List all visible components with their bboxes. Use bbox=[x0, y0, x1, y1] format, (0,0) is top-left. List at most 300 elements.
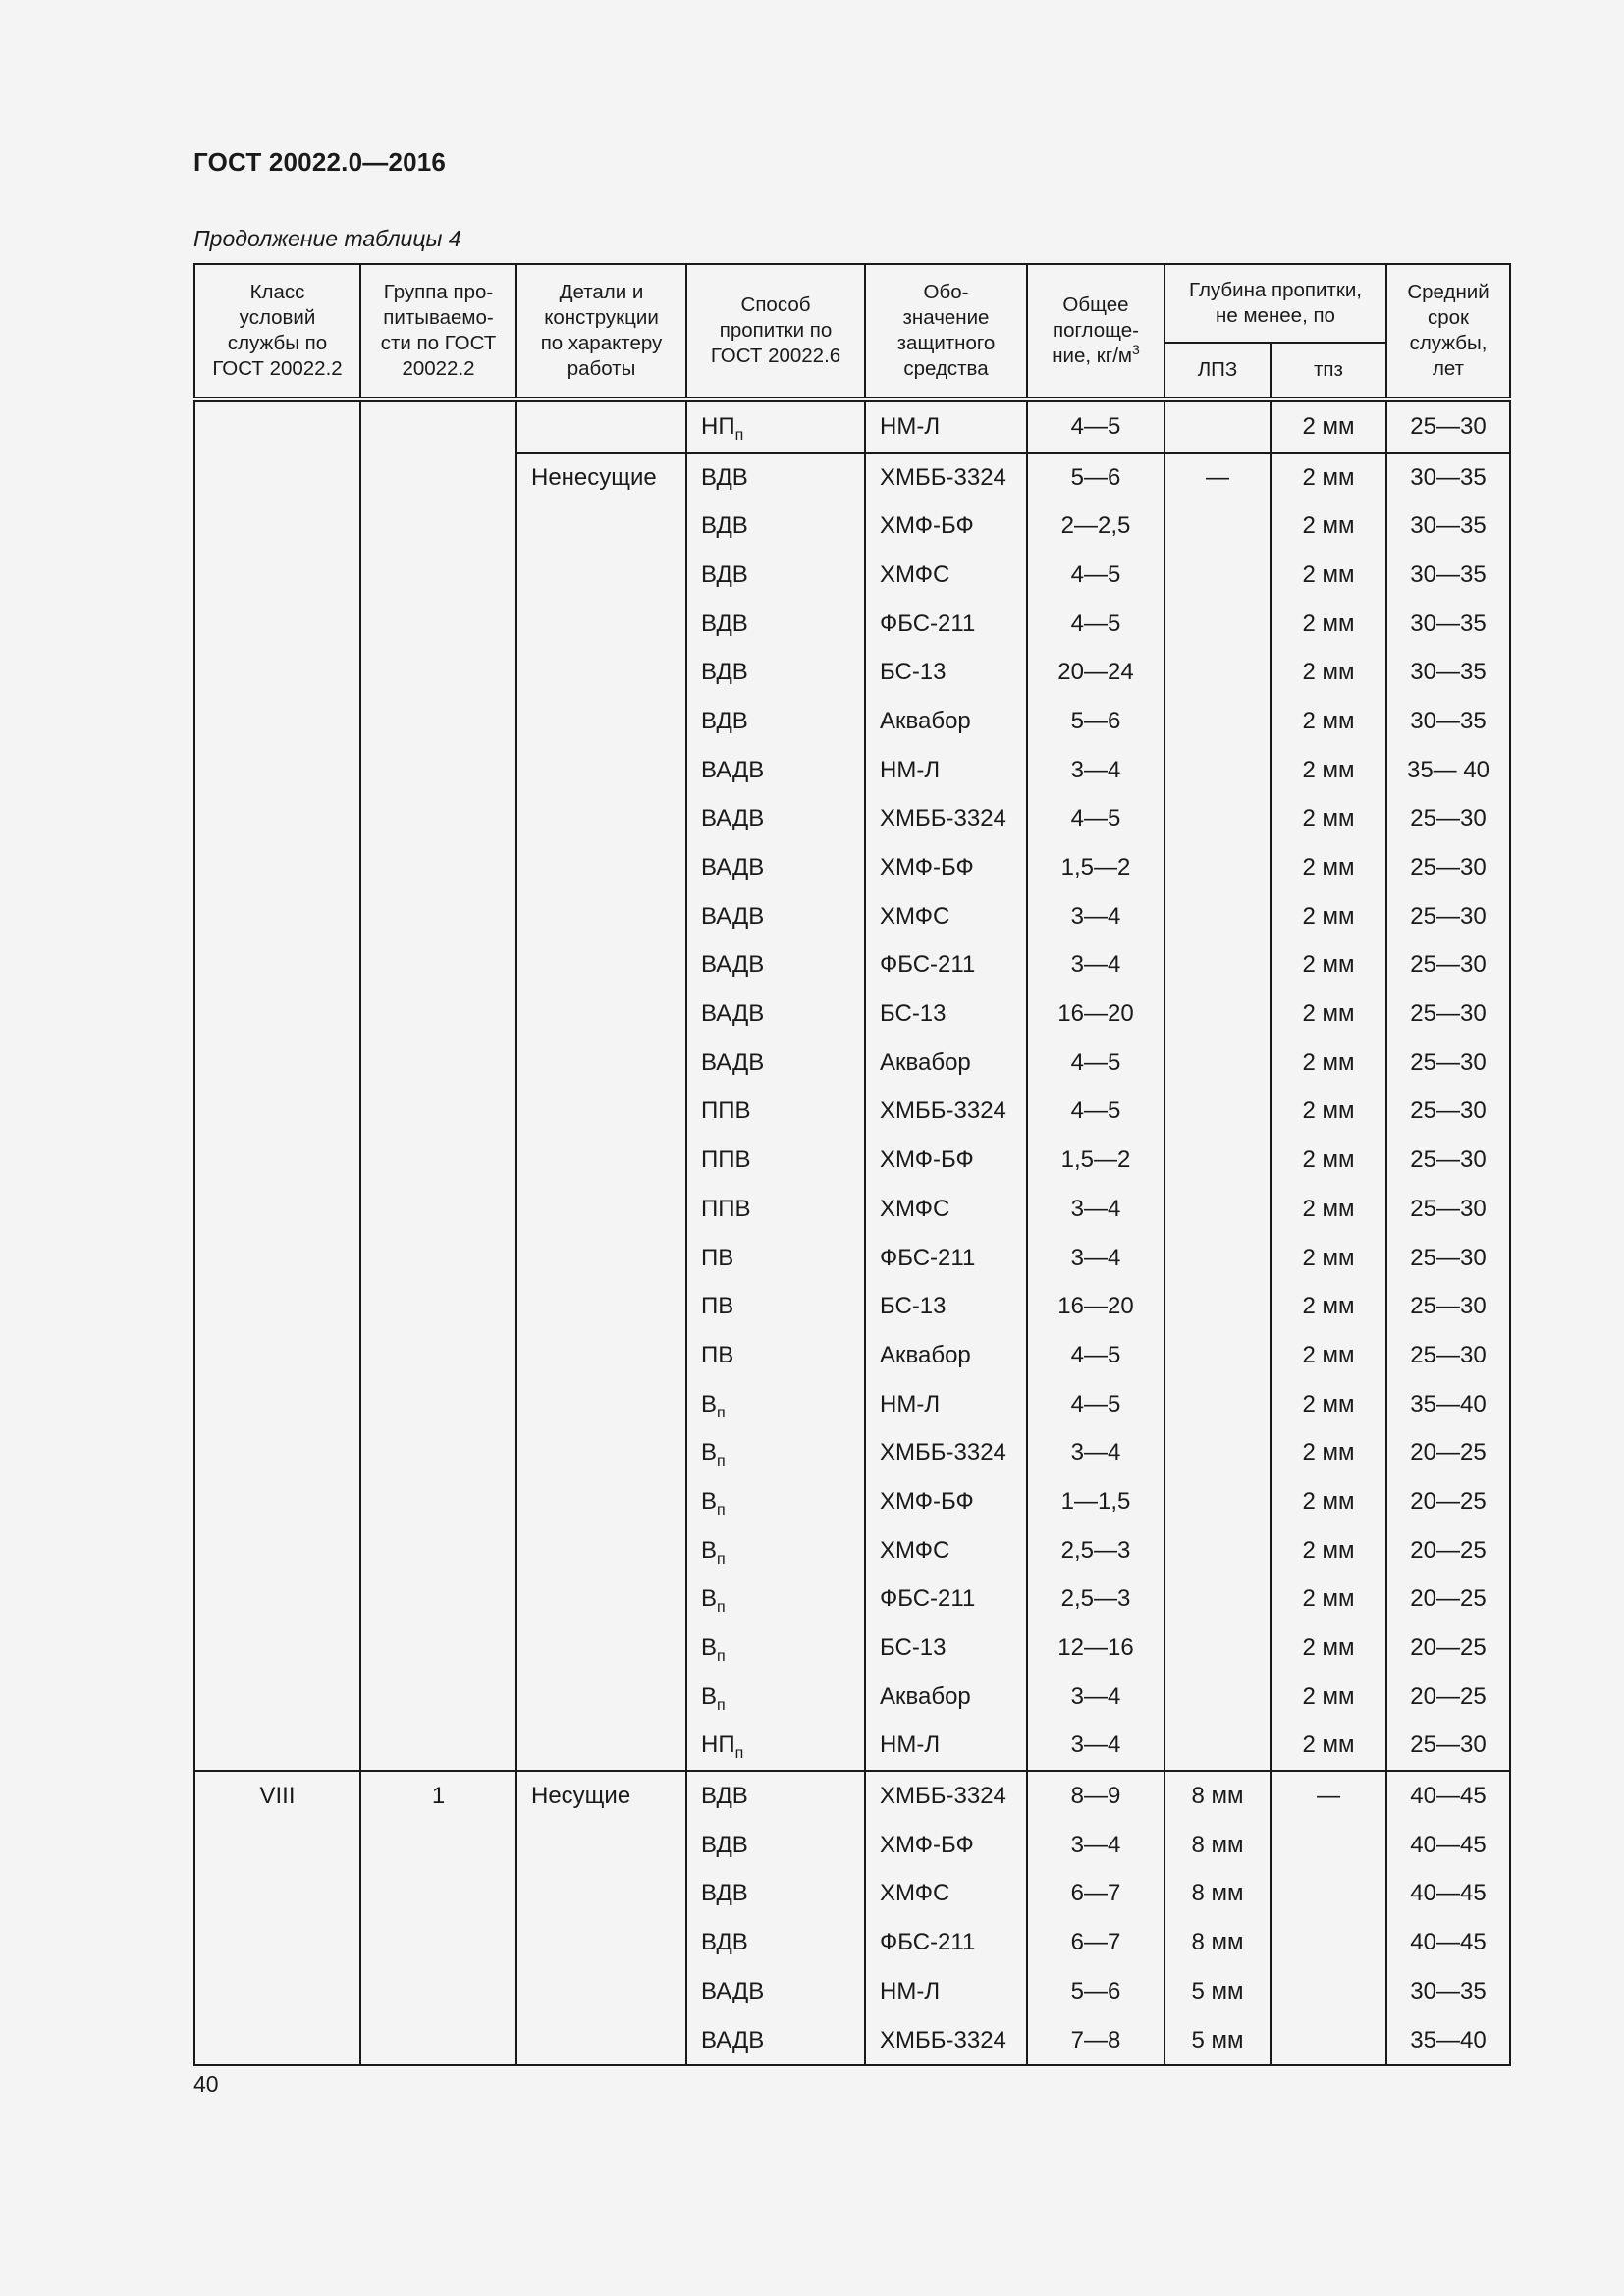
cell-absorption: 4—5 bbox=[1027, 1331, 1164, 1380]
table-row bbox=[194, 843, 1510, 892]
cell-service-class bbox=[194, 843, 360, 892]
cell-life: 25—30 bbox=[1386, 1088, 1510, 1137]
table-row bbox=[194, 1870, 1510, 1919]
cell-agent: ХМББ-3324 bbox=[865, 2016, 1027, 2066]
cell-detail bbox=[516, 1282, 686, 1331]
cell-life: 25—30 bbox=[1386, 1722, 1510, 1772]
cell-agent: ХМББ-3324 bbox=[865, 795, 1027, 844]
cell-life: 20—25 bbox=[1386, 1428, 1510, 1477]
cell-group bbox=[360, 1185, 516, 1234]
cell-lpz bbox=[1164, 1575, 1271, 1625]
header-agent-designation: Обо- значение защитного средства bbox=[865, 264, 1027, 399]
cell-service-class bbox=[194, 1185, 360, 1234]
cell-method: ВДВ bbox=[686, 551, 865, 600]
document-title: ГОСТ 20022.0—2016 bbox=[193, 147, 447, 177]
cell-absorption: 1,5—2 bbox=[1027, 1136, 1164, 1185]
cell-group bbox=[360, 1234, 516, 1283]
cell-life: 25—30 bbox=[1386, 1234, 1510, 1283]
cell-life: 20—25 bbox=[1386, 1477, 1510, 1526]
cell-detail bbox=[516, 989, 686, 1039]
cell-absorption: 1—1,5 bbox=[1027, 1477, 1164, 1526]
cell-tpz: 2 мм bbox=[1271, 1526, 1386, 1575]
cell-lpz bbox=[1164, 1380, 1271, 1429]
cell-group bbox=[360, 1088, 516, 1137]
cell-service-class bbox=[194, 1477, 360, 1526]
cell-service-class bbox=[194, 2016, 360, 2066]
cell-absorption: 6—7 bbox=[1027, 1918, 1164, 1967]
cell-method: ВДВ bbox=[686, 1918, 865, 1967]
table-row bbox=[194, 2016, 1510, 2066]
cell-detail: Несущие bbox=[516, 1771, 686, 1821]
cell-absorption: 4—5 bbox=[1027, 1039, 1164, 1088]
cell-life: 40—45 bbox=[1386, 1918, 1510, 1967]
table-row bbox=[194, 941, 1510, 990]
cell-service-class bbox=[194, 1526, 360, 1575]
cell-life: 35—40 bbox=[1386, 2016, 1510, 2066]
cell-method: ВАДВ bbox=[686, 941, 865, 990]
cell-absorption: 3—4 bbox=[1027, 1234, 1164, 1283]
cell-method: $В_п$ bbox=[686, 1575, 865, 1625]
cell-tpz: 2 мм bbox=[1271, 1673, 1386, 1722]
cell-group bbox=[360, 1428, 516, 1477]
cell-lpz bbox=[1164, 1526, 1271, 1575]
impregnation-table bbox=[193, 263, 1511, 2066]
cell-life: 40—45 bbox=[1386, 1821, 1510, 1870]
cell-method: ВАДВ bbox=[686, 1039, 865, 1088]
cell-tpz: 2 мм bbox=[1271, 1331, 1386, 1380]
cell-agent: БС-13 bbox=[865, 989, 1027, 1039]
cell-absorption: 3—4 bbox=[1027, 1821, 1164, 1870]
cell-method: ППВ bbox=[686, 1088, 865, 1137]
table-row bbox=[194, 1821, 1510, 1870]
cell-life: 25—30 bbox=[1386, 843, 1510, 892]
cell-method: ВДВ bbox=[686, 697, 865, 746]
cell-absorption: 4—5 bbox=[1027, 600, 1164, 649]
cell-service-class bbox=[194, 1234, 360, 1283]
table-row bbox=[194, 746, 1510, 795]
cell-agent: Аквабор bbox=[865, 1673, 1027, 1722]
cell-group bbox=[360, 989, 516, 1039]
cell-service-class bbox=[194, 697, 360, 746]
cell-absorption: 3—4 bbox=[1027, 1722, 1164, 1772]
cell-lpz bbox=[1164, 1673, 1271, 1722]
cell-service-class bbox=[194, 1282, 360, 1331]
cell-tpz: 2 мм bbox=[1271, 453, 1386, 503]
cell-tpz: — bbox=[1271, 1771, 1386, 1821]
cell-method: ВАДВ bbox=[686, 746, 865, 795]
cell-group: 1 bbox=[360, 1771, 516, 1821]
cell-method: ВДВ bbox=[686, 1771, 865, 1821]
cell-life: 25—30 bbox=[1386, 1282, 1510, 1331]
cell-life: 25—30 bbox=[1386, 989, 1510, 1039]
cell-service-class bbox=[194, 401, 360, 453]
cell-detail bbox=[516, 1039, 686, 1088]
cell-method: $В_п$ bbox=[686, 1526, 865, 1575]
table-row bbox=[194, 1918, 1510, 1967]
cell-service-class bbox=[194, 1575, 360, 1625]
cell-method: ВДВ bbox=[686, 453, 865, 503]
cell-detail bbox=[516, 1673, 686, 1722]
cell-absorption: 2,5—3 bbox=[1027, 1526, 1164, 1575]
cell-group bbox=[360, 941, 516, 990]
cell-agent: ХМББ-3324 bbox=[865, 1771, 1027, 1821]
cell-method: $В_п$ bbox=[686, 1428, 865, 1477]
cell-method: ВАДВ bbox=[686, 1967, 865, 2016]
table-row bbox=[194, 401, 1510, 453]
cell-detail bbox=[516, 1428, 686, 1477]
cell-tpz bbox=[1271, 1967, 1386, 2016]
cell-detail bbox=[516, 401, 686, 453]
cell-method: ВАДВ bbox=[686, 843, 865, 892]
cell-service-class bbox=[194, 502, 360, 551]
cell-absorption: 4—5 bbox=[1027, 1380, 1164, 1429]
cell-group bbox=[360, 1380, 516, 1429]
table-row bbox=[194, 1234, 1510, 1283]
cell-tpz: 2 мм bbox=[1271, 795, 1386, 844]
cell-lpz bbox=[1164, 1088, 1271, 1137]
cell-group bbox=[360, 1821, 516, 1870]
cell-detail bbox=[516, 1331, 686, 1380]
cell-lpz: 8 мм bbox=[1164, 1870, 1271, 1919]
cell-method: ППВ bbox=[686, 1136, 865, 1185]
page-number: 40 bbox=[193, 2071, 219, 2097]
header-parts-structures: Детали и конструкции по характеру работы bbox=[516, 264, 686, 399]
cell-service-class bbox=[194, 989, 360, 1039]
cell-absorption: 12—16 bbox=[1027, 1624, 1164, 1673]
cell-agent: ХМФС bbox=[865, 892, 1027, 941]
cell-tpz: 2 мм bbox=[1271, 600, 1386, 649]
cell-life: 30—35 bbox=[1386, 453, 1510, 503]
table-row bbox=[194, 892, 1510, 941]
cell-service-class bbox=[194, 1722, 360, 1772]
cell-agent: НМ-Л bbox=[865, 1380, 1027, 1429]
cell-agent: ХМББ-3324 bbox=[865, 453, 1027, 503]
cell-group bbox=[360, 551, 516, 600]
cell-detail: Ненесущие bbox=[516, 453, 686, 503]
cell-tpz: 2 мм bbox=[1271, 746, 1386, 795]
cell-group bbox=[360, 1575, 516, 1625]
cell-agent: НМ-Л bbox=[865, 1722, 1027, 1772]
cell-absorption: 2,5—3 bbox=[1027, 1575, 1164, 1625]
cell-absorption: 3—4 bbox=[1027, 1428, 1164, 1477]
table-row bbox=[194, 697, 1510, 746]
cell-life: 30—35 bbox=[1386, 697, 1510, 746]
cell-group bbox=[360, 1624, 516, 1673]
table-row bbox=[194, 1722, 1510, 1772]
cell-life: 25—30 bbox=[1386, 1185, 1510, 1234]
cell-group bbox=[360, 843, 516, 892]
cell-absorption: 16—20 bbox=[1027, 989, 1164, 1039]
cell-group bbox=[360, 401, 516, 453]
cell-absorption: 4—5 bbox=[1027, 1088, 1164, 1137]
cell-detail bbox=[516, 892, 686, 941]
cell-agent: ХМББ-3324 bbox=[865, 1428, 1027, 1477]
cell-life: 25—30 bbox=[1386, 1039, 1510, 1088]
cell-absorption: 5—6 bbox=[1027, 1967, 1164, 2016]
cell-detail bbox=[516, 1477, 686, 1526]
cell-absorption: 20—24 bbox=[1027, 648, 1164, 697]
cell-absorption: 3—4 bbox=[1027, 746, 1164, 795]
header-impregnation-method: Способ пропитки по ГОСТ 20022.6 bbox=[686, 264, 865, 399]
cell-group bbox=[360, 1039, 516, 1088]
cell-service-class bbox=[194, 746, 360, 795]
cell-detail bbox=[516, 1624, 686, 1673]
cell-absorption: 4—5 bbox=[1027, 401, 1164, 453]
cell-life: 30—35 bbox=[1386, 648, 1510, 697]
cell-life: 40—45 bbox=[1386, 1870, 1510, 1919]
cell-absorption: 4—5 bbox=[1027, 551, 1164, 600]
cell-absorption: 8—9 bbox=[1027, 1771, 1164, 1821]
cell-lpz bbox=[1164, 892, 1271, 941]
cell-method: ВДВ bbox=[686, 648, 865, 697]
cell-lpz bbox=[1164, 1234, 1271, 1283]
cell-tpz bbox=[1271, 1870, 1386, 1919]
cell-agent: НМ-Л bbox=[865, 1967, 1027, 2016]
cell-group bbox=[360, 892, 516, 941]
cell-detail bbox=[516, 697, 686, 746]
cell-group bbox=[360, 453, 516, 503]
cell-absorption: 4—5 bbox=[1027, 795, 1164, 844]
cell-life: 30—35 bbox=[1386, 1967, 1510, 2016]
cell-life: 40—45 bbox=[1386, 1771, 1510, 1821]
cell-agent: ФБС-211 bbox=[865, 600, 1027, 649]
cell-detail bbox=[516, 1575, 686, 1625]
cell-group bbox=[360, 1136, 516, 1185]
cell-agent: ХМФС bbox=[865, 1870, 1027, 1919]
cell-service-class bbox=[194, 1136, 360, 1185]
cell-service-class bbox=[194, 1380, 360, 1429]
cell-detail bbox=[516, 795, 686, 844]
cell-tpz: 2 мм bbox=[1271, 1088, 1386, 1137]
cell-service-class bbox=[194, 1821, 360, 1870]
cell-service-class bbox=[194, 648, 360, 697]
header-total-absorption: Общее поглоще- ние, $кг/м^3$ bbox=[1027, 264, 1164, 399]
cell-group bbox=[360, 1526, 516, 1575]
cell-detail bbox=[516, 1185, 686, 1234]
cell-tpz: 2 мм bbox=[1271, 1136, 1386, 1185]
table-body bbox=[194, 401, 1510, 2065]
cell-lpz bbox=[1164, 1331, 1271, 1380]
cell-agent: ФБС-211 bbox=[865, 1234, 1027, 1283]
cell-service-class bbox=[194, 453, 360, 503]
cell-lpz: 5 мм bbox=[1164, 2016, 1271, 2066]
cell-service-class bbox=[194, 1088, 360, 1137]
cell-method: ВДВ bbox=[686, 600, 865, 649]
cell-detail bbox=[516, 2016, 686, 2066]
table-row bbox=[194, 989, 1510, 1039]
cell-lpz: 5 мм bbox=[1164, 1967, 1271, 2016]
cell-agent: ХМФ-БФ bbox=[865, 1821, 1027, 1870]
cell-agent: БС-13 bbox=[865, 1282, 1027, 1331]
cell-agent: НМ-Л bbox=[865, 746, 1027, 795]
cell-tpz: 2 мм bbox=[1271, 1428, 1386, 1477]
cell-method: $В_п$ bbox=[686, 1477, 865, 1526]
cell-absorption: 16—20 bbox=[1027, 1282, 1164, 1331]
cell-tpz: 2 мм bbox=[1271, 697, 1386, 746]
table-row bbox=[194, 1967, 1510, 2016]
cell-lpz: 8 мм bbox=[1164, 1771, 1271, 1821]
cell-agent: Аквабор bbox=[865, 1331, 1027, 1380]
cell-group bbox=[360, 1870, 516, 1919]
cell-agent: ФБС-211 bbox=[865, 1918, 1027, 1967]
table-row bbox=[194, 1477, 1510, 1526]
cell-absorption: 1,5—2 bbox=[1027, 843, 1164, 892]
cell-service-class bbox=[194, 551, 360, 600]
cell-group bbox=[360, 1282, 516, 1331]
cell-life: 25—30 bbox=[1386, 941, 1510, 990]
cell-absorption: 2—2,5 bbox=[1027, 502, 1164, 551]
header-impregnability-group: Группа про- питываемо- сти по ГОСТ 20022.2 bbox=[360, 264, 516, 399]
cell-detail bbox=[516, 1821, 686, 1870]
cell-service-class bbox=[194, 1967, 360, 2016]
table-row bbox=[194, 1771, 1510, 1821]
cell-lpz bbox=[1164, 551, 1271, 600]
cell-lpz bbox=[1164, 1624, 1271, 1673]
cell-detail bbox=[516, 1967, 686, 2016]
cell-group bbox=[360, 1918, 516, 1967]
cell-lpz bbox=[1164, 941, 1271, 990]
cell-group bbox=[360, 1673, 516, 1722]
cell-lpz bbox=[1164, 502, 1271, 551]
cell-group bbox=[360, 697, 516, 746]
cell-group bbox=[360, 2016, 516, 2066]
cell-lpz: 8 мм bbox=[1164, 1821, 1271, 1870]
cell-tpz: 2 мм bbox=[1271, 1282, 1386, 1331]
table-row bbox=[194, 1088, 1510, 1137]
cell-absorption: 3—4 bbox=[1027, 1673, 1164, 1722]
table-row bbox=[194, 1185, 1510, 1234]
cell-agent: ХМФС bbox=[865, 551, 1027, 600]
table-row bbox=[194, 1331, 1510, 1380]
cell-lpz bbox=[1164, 648, 1271, 697]
cell-tpz: 2 мм bbox=[1271, 1624, 1386, 1673]
table-row bbox=[194, 551, 1510, 600]
cell-tpz: 2 мм bbox=[1271, 502, 1386, 551]
cell-group bbox=[360, 746, 516, 795]
cell-group bbox=[360, 502, 516, 551]
cell-life: 20—25 bbox=[1386, 1575, 1510, 1625]
table-row bbox=[194, 1039, 1510, 1088]
table-row bbox=[194, 1380, 1510, 1429]
cell-detail bbox=[516, 1234, 686, 1283]
cell-detail bbox=[516, 600, 686, 649]
cell-detail bbox=[516, 502, 686, 551]
cell-agent: ХМФ-БФ bbox=[865, 843, 1027, 892]
cell-agent: ФБС-211 bbox=[865, 941, 1027, 990]
header-service-life: Средний срок службы, лет bbox=[1386, 264, 1510, 399]
cell-tpz: 2 мм bbox=[1271, 648, 1386, 697]
cell-service-class bbox=[194, 1870, 360, 1919]
cell-tpz: 2 мм bbox=[1271, 989, 1386, 1039]
cell-method: $В_п$ bbox=[686, 1380, 865, 1429]
cell-lpz bbox=[1164, 697, 1271, 746]
cell-agent: ФБС-211 bbox=[865, 1575, 1027, 1625]
table-row bbox=[194, 1624, 1510, 1673]
cell-method: ВДВ bbox=[686, 1821, 865, 1870]
cell-lpz bbox=[1164, 1722, 1271, 1772]
cell-detail bbox=[516, 1722, 686, 1772]
cell-service-class bbox=[194, 1918, 360, 1967]
cell-method: $В_п$ bbox=[686, 1673, 865, 1722]
cell-life: 20—25 bbox=[1386, 1526, 1510, 1575]
cell-agent: ХМФ-БФ bbox=[865, 502, 1027, 551]
cell-life: 30—35 bbox=[1386, 551, 1510, 600]
cell-life: 35—40 bbox=[1386, 1380, 1510, 1429]
cell-agent: БС-13 bbox=[865, 648, 1027, 697]
cell-life: 30—35 bbox=[1386, 502, 1510, 551]
cell-method: ВДВ bbox=[686, 1870, 865, 1919]
cell-lpz bbox=[1164, 1185, 1271, 1234]
cell-life: 25—30 bbox=[1386, 795, 1510, 844]
cell-agent: НМ-Л bbox=[865, 401, 1027, 453]
cell-detail bbox=[516, 1088, 686, 1137]
cell-tpz: 2 мм bbox=[1271, 1380, 1386, 1429]
cell-detail bbox=[516, 551, 686, 600]
cell-agent: ХМФС bbox=[865, 1526, 1027, 1575]
table-row bbox=[194, 1575, 1510, 1625]
cell-lpz bbox=[1164, 401, 1271, 453]
cell-lpz bbox=[1164, 600, 1271, 649]
cell-tpz: 2 мм bbox=[1271, 1722, 1386, 1772]
header-tpz: тпз bbox=[1271, 343, 1386, 399]
cell-absorption: 3—4 bbox=[1027, 941, 1164, 990]
cell-tpz bbox=[1271, 1918, 1386, 1967]
cell-life: 25—30 bbox=[1386, 1331, 1510, 1380]
cell-lpz: 8 мм bbox=[1164, 1918, 1271, 1967]
cell-life: 35— 40 bbox=[1386, 746, 1510, 795]
cell-group bbox=[360, 795, 516, 844]
cell-lpz: — bbox=[1164, 453, 1271, 503]
cell-method: $НП_п$ bbox=[686, 1722, 865, 1772]
cell-lpz bbox=[1164, 1039, 1271, 1088]
cell-agent: Аквабор bbox=[865, 697, 1027, 746]
cell-absorption: 5—6 bbox=[1027, 697, 1164, 746]
cell-life: 20—25 bbox=[1386, 1624, 1510, 1673]
cell-lpz bbox=[1164, 1282, 1271, 1331]
cell-agent: ХМББ-3324 bbox=[865, 1088, 1027, 1137]
cell-service-class bbox=[194, 1331, 360, 1380]
cell-absorption: 7—8 bbox=[1027, 2016, 1164, 2066]
cell-life: 20—25 bbox=[1386, 1673, 1510, 1722]
table-row bbox=[194, 1136, 1510, 1185]
cell-detail bbox=[516, 746, 686, 795]
cell-lpz bbox=[1164, 1477, 1271, 1526]
table-row bbox=[194, 795, 1510, 844]
cell-lpz bbox=[1164, 1136, 1271, 1185]
cell-method: ВАДВ bbox=[686, 989, 865, 1039]
cell-detail bbox=[516, 1380, 686, 1429]
cell-life: 25—30 bbox=[1386, 401, 1510, 453]
table-row bbox=[194, 1428, 1510, 1477]
table-row bbox=[194, 1526, 1510, 1575]
cell-tpz: 2 мм bbox=[1271, 1185, 1386, 1234]
table-row bbox=[194, 1282, 1510, 1331]
cell-lpz bbox=[1164, 795, 1271, 844]
cell-life: 30—35 bbox=[1386, 600, 1510, 649]
cell-absorption: 5—6 bbox=[1027, 453, 1164, 503]
cell-tpz: 2 мм bbox=[1271, 1477, 1386, 1526]
cell-service-class bbox=[194, 1039, 360, 1088]
cell-agent: ХМФ-БФ bbox=[865, 1136, 1027, 1185]
cell-group bbox=[360, 648, 516, 697]
cell-tpz bbox=[1271, 2016, 1386, 2066]
cell-service-class bbox=[194, 941, 360, 990]
cell-service-class: VIII bbox=[194, 1771, 360, 1821]
cell-method: ВДВ bbox=[686, 502, 865, 551]
cell-detail bbox=[516, 1136, 686, 1185]
cell-service-class bbox=[194, 892, 360, 941]
cell-absorption: 3—4 bbox=[1027, 1185, 1164, 1234]
